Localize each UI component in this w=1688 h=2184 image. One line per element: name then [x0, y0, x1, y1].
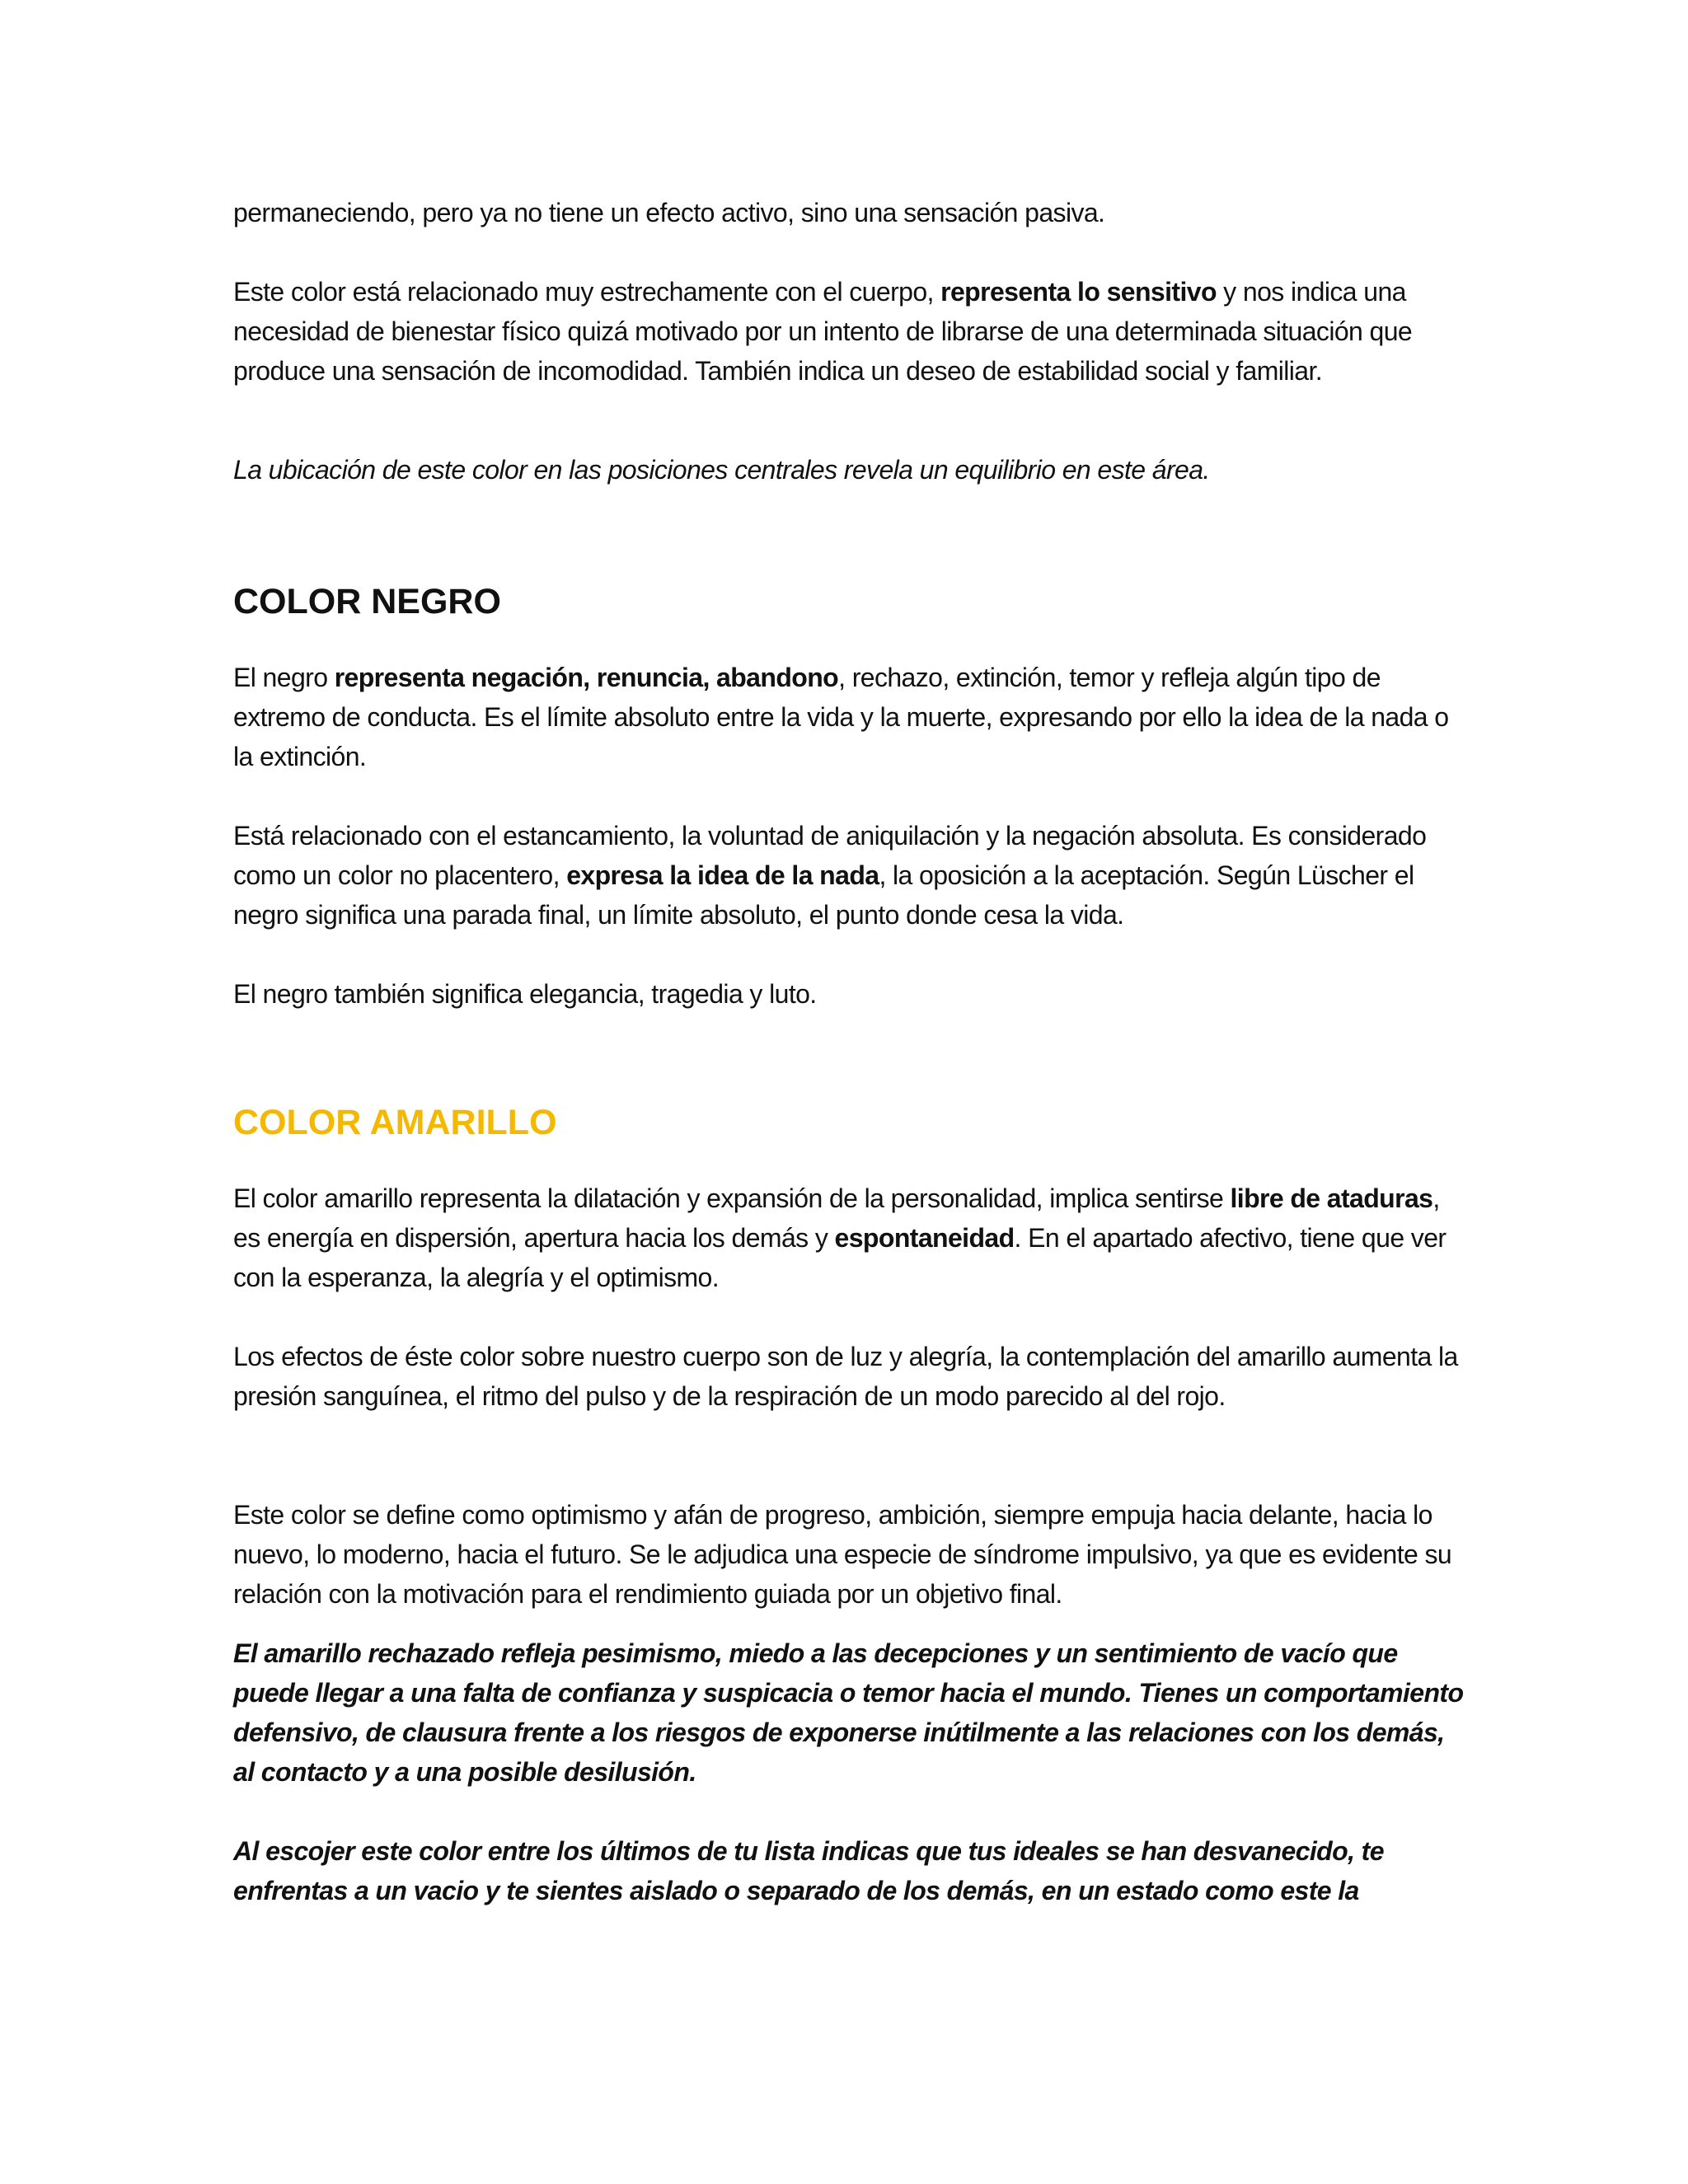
text-run: y nos indica una necesidad de bienestar físico quizá motivado por un intento de librarse de una determinada situación que produce una sensación de incomodidad. También indica un deseo de estabilidad social y familiar. [233, 277, 1413, 386]
paragraph-negro-2 [233, 816, 1470, 935]
text-run: El color amarillo representa la dilatación y expansión de la personalidad, implica sentirse [233, 1183, 1231, 1213]
paragraph-amarillo-3 [233, 1495, 1470, 1614]
text-run: El negro [233, 663, 335, 692]
paragraph-amarillo-2 [233, 1337, 1470, 1416]
text-run: Este color está relacionado muy estrechamente con el cuerpo, [233, 277, 941, 307]
text-run: , rechazo, extinción, temor y refleja algún tipo de extremo de conducta. Es el límite absoluto entre la vida y la muerte, expresando por ello la idea de la nada o la extinción. [233, 663, 1449, 771]
paragraph-amarillo-rejected [233, 1633, 1470, 1792]
text-run: Este color se define como optimismo y afán de progreso, ambición, siempre empuja hacia delante, hacia lo nuevo, lo moderno, hacia el futuro. Se le adjudica una especie de síndrome impulsivo, ya que es evidente su relación con la motivación para el rendimiento guiada por un objetivo final. [233, 1500, 1452, 1609]
paragraph-italic-note [233, 450, 1470, 490]
text-run: , la oposición a la aceptación. Según Lüscher el negro significa una parada final, un límite absoluto, el punto donde cesa la vida. [233, 860, 1414, 930]
text-run: El amarillo rechazado refleja pesimismo, miedo a las decepciones y un sentimiento de vacío que puede llegar a una falta de confianza y suspicacia o temor hacia el mundo. Tienes un comportamiento defensivo, de clausura frente a los riesgos de exponerse inútilmente a las relaciones con los demás, al contacto y a una posible desilusión. [233, 1638, 1464, 1787]
text-run: Los efectos de éste color sobre nuestro cuerpo son de luz y alegría, la contemplación del amarillo aumenta la presión sanguínea, el ritmo del pulso y de la respiración de un modo parecido al del rojo. [233, 1342, 1458, 1411]
bold-text: libre de ataduras [1230, 1183, 1433, 1213]
text-run: . En el apartado afectivo, tiene que ver con la esperanza, la alegría y el optimismo. [233, 1223, 1447, 1292]
text-run: Está relacionado con el estancamiento, la voluntad de aniquilación y la negación absoluta. Es considerado como un color no placentero, [233, 821, 1427, 890]
paragraph-body-sensitive [233, 272, 1470, 391]
text-run: Al escojer este color entre los últimos de tu lista indicas que tus ideales se han desvanecido, te enfrentas a un vacio y te sientes aislado o separado de los demás, en un estado como este la [233, 1836, 1384, 1905]
paragraph-negro-1 [233, 658, 1470, 776]
paragraph-amarillo-last [233, 1831, 1470, 1910]
text-run: , es energía en dispersión, apertura hacia los demás y [233, 1183, 1440, 1253]
bold-text: representa negación, renuncia, abandono [334, 663, 839, 692]
paragraph-amarillo-1 [233, 1179, 1470, 1297]
paragraph-intro-continuation [233, 193, 1470, 232]
paragraph-negro-3 [233, 974, 1470, 1014]
text-run: permaneciendo, pero ya no tiene un efecto activo, sino una sensación pasiva. [233, 198, 1105, 227]
text-run: La ubicación de este color en las posiciones centrales revela un equilibrio en este área. [233, 455, 1210, 485]
bold-text: representa lo sensitivo [940, 277, 1217, 307]
heading-color-negro: COLOR NEGRO [233, 582, 501, 621]
bold-text: expresa la idea de la nada [566, 860, 879, 890]
heading-color-amarillo: COLOR AMARILLO [233, 1103, 557, 1142]
bold-text: espontaneidad [834, 1223, 1015, 1253]
text-run: El negro también significa elegancia, tragedia y luto. [233, 979, 817, 1009]
